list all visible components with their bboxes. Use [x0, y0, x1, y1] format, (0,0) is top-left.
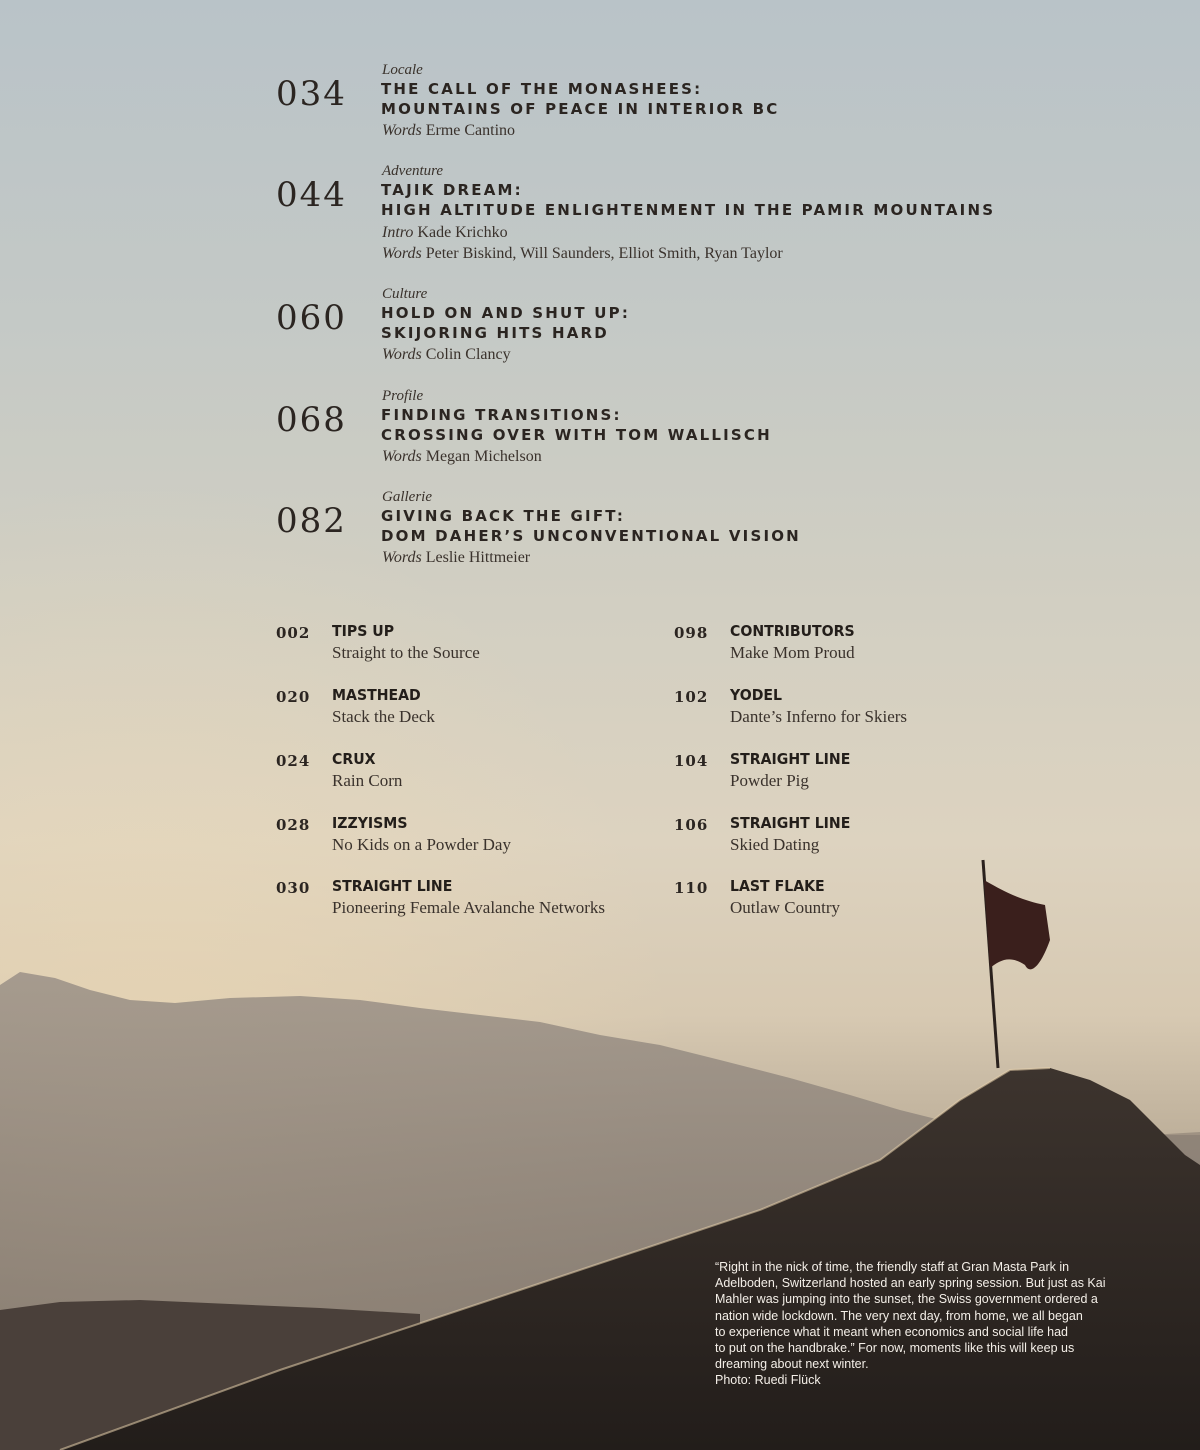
department-subtitle: Straight to the Source — [332, 643, 480, 662]
credit-line — [382, 120, 515, 141]
caption-line: to experience what it meant when economics and social life had — [715, 1324, 1068, 1339]
credit-names: Peter Biskind, Will Saunders, Elliot Smith, Ryan Taylor — [425, 245, 783, 262]
department-title: STRAIGHT LINE — [730, 750, 851, 768]
department-title: LAST FLAKE — [730, 877, 825, 895]
department-subtitle: Rain Corn — [332, 771, 403, 790]
credit-names: Kade Krichko — [417, 224, 508, 241]
feature-title — [381, 79, 779, 119]
credit-names: Erme Cantino — [425, 122, 516, 139]
section-label: Culture — [382, 286, 428, 302]
credits — [382, 446, 542, 467]
photo-credit: Photo: Ruedi Flück — [715, 1373, 821, 1388]
title-line-1: THE CALL OF THE MONASHEES: — [381, 80, 703, 98]
title-line-1: TAJIK DREAM: — [381, 181, 523, 199]
credit-names: Colin Clancy — [425, 346, 511, 363]
page-number: 028 — [276, 816, 311, 834]
department-subtitle: Outlaw Country — [730, 898, 841, 917]
department-title: CONTRIBUTORS — [730, 622, 855, 640]
credit-role: Words — [382, 549, 422, 566]
title-line-1: FINDING TRANSITIONS: — [381, 406, 622, 424]
page-number: 098 — [674, 624, 709, 642]
page-number: 082 — [276, 501, 347, 541]
department-title: TIPS UP — [332, 622, 395, 640]
title-line-1: HOLD ON AND SHUT UP: — [381, 304, 631, 322]
department-title: IZZYISMS — [332, 814, 408, 832]
credits — [382, 344, 511, 365]
department-title: STRAIGHT LINE — [730, 814, 851, 832]
department-subtitle: Stack the Deck — [332, 707, 435, 726]
feature-title — [381, 180, 995, 220]
credit-names: Leslie Hittmeier — [425, 549, 531, 566]
credit-role: Words — [382, 448, 422, 465]
page-number: 110 — [674, 879, 709, 897]
page-number: 068 — [276, 400, 347, 440]
section-label: Locale — [382, 62, 423, 78]
caption-line: Adelboden, Switzerland hosted an early spring session. But just as Kai — [715, 1276, 1106, 1291]
section-label: Gallerie — [382, 489, 432, 505]
title-line-2: SKIJORING HITS HARD — [381, 324, 609, 342]
page-number: 104 — [674, 752, 709, 770]
page-number: 060 — [276, 298, 347, 338]
department-subtitle: Skied Dating — [730, 835, 820, 854]
page-number: 030 — [276, 879, 311, 897]
page-number: 034 — [276, 74, 347, 114]
title-line-1: GIVING BACK THE GIFT: — [381, 507, 626, 525]
credits — [382, 120, 515, 141]
page-number: 044 — [276, 175, 347, 215]
caption-line: Mahler was jumping into the sunset, the Swiss government ordered a — [715, 1292, 1098, 1307]
department-subtitle: Powder Pig — [730, 771, 809, 790]
page-number: 002 — [276, 624, 311, 642]
department-subtitle: Dante’s Inferno for Skiers — [730, 707, 908, 726]
department-subtitle: No Kids on a Powder Day — [332, 835, 511, 854]
title-line-2: HIGH ALTITUDE ENLIGHTENMENT IN THE PAMIR MOUNTAINS — [381, 201, 996, 219]
caption-line: to put on the handbrake.” For now, moments like this will keep us — [715, 1341, 1075, 1356]
caption-line: dreaming about next winter. — [715, 1357, 869, 1372]
credits — [382, 222, 783, 264]
feature-title — [381, 405, 772, 445]
credit-role: Intro — [382, 224, 414, 241]
title-line-2: DOM DAHER’S UNCONVENTIONAL VISION — [381, 527, 801, 545]
department-title: YODEL — [730, 686, 783, 704]
credit-names: Megan Michelson — [425, 448, 542, 465]
credit-line — [382, 547, 530, 568]
feature-title — [381, 303, 630, 343]
credit-line — [382, 222, 783, 243]
credits — [382, 547, 530, 568]
page-number: 020 — [276, 688, 311, 706]
department-subtitle: Make Mom Proud — [730, 643, 855, 662]
caption-line: nation wide lockdown. The very next day, from home, we all began — [715, 1308, 1083, 1323]
page-number: 102 — [674, 688, 709, 706]
feature-title — [381, 506, 801, 546]
title-line-2: MOUNTAINS OF PEACE IN INTERIOR BC — [381, 100, 780, 118]
credit-line — [382, 446, 542, 467]
department-title: STRAIGHT LINE — [332, 877, 453, 895]
credit-role: Words — [382, 346, 422, 363]
photo-caption — [715, 1259, 1140, 1389]
section-label: Profile — [382, 388, 424, 404]
caption-line: “Right in the nick of time, the friendly staff at Gran Masta Park in — [715, 1260, 1070, 1274]
page-number: 106 — [674, 816, 709, 834]
page-number: 024 — [276, 752, 311, 770]
department-title: MASTHEAD — [332, 686, 421, 704]
department-title: CRUX — [332, 750, 376, 768]
credit-line — [382, 344, 511, 365]
department-subtitle: Pioneering Female Avalanche Networks — [332, 898, 606, 917]
section-label: Adventure — [382, 163, 444, 179]
title-line-2: CROSSING OVER WITH TOM WALLISCH — [381, 426, 772, 444]
credit-role: Words — [382, 245, 422, 262]
credit-line — [382, 243, 783, 264]
credit-role: Words — [382, 122, 422, 139]
